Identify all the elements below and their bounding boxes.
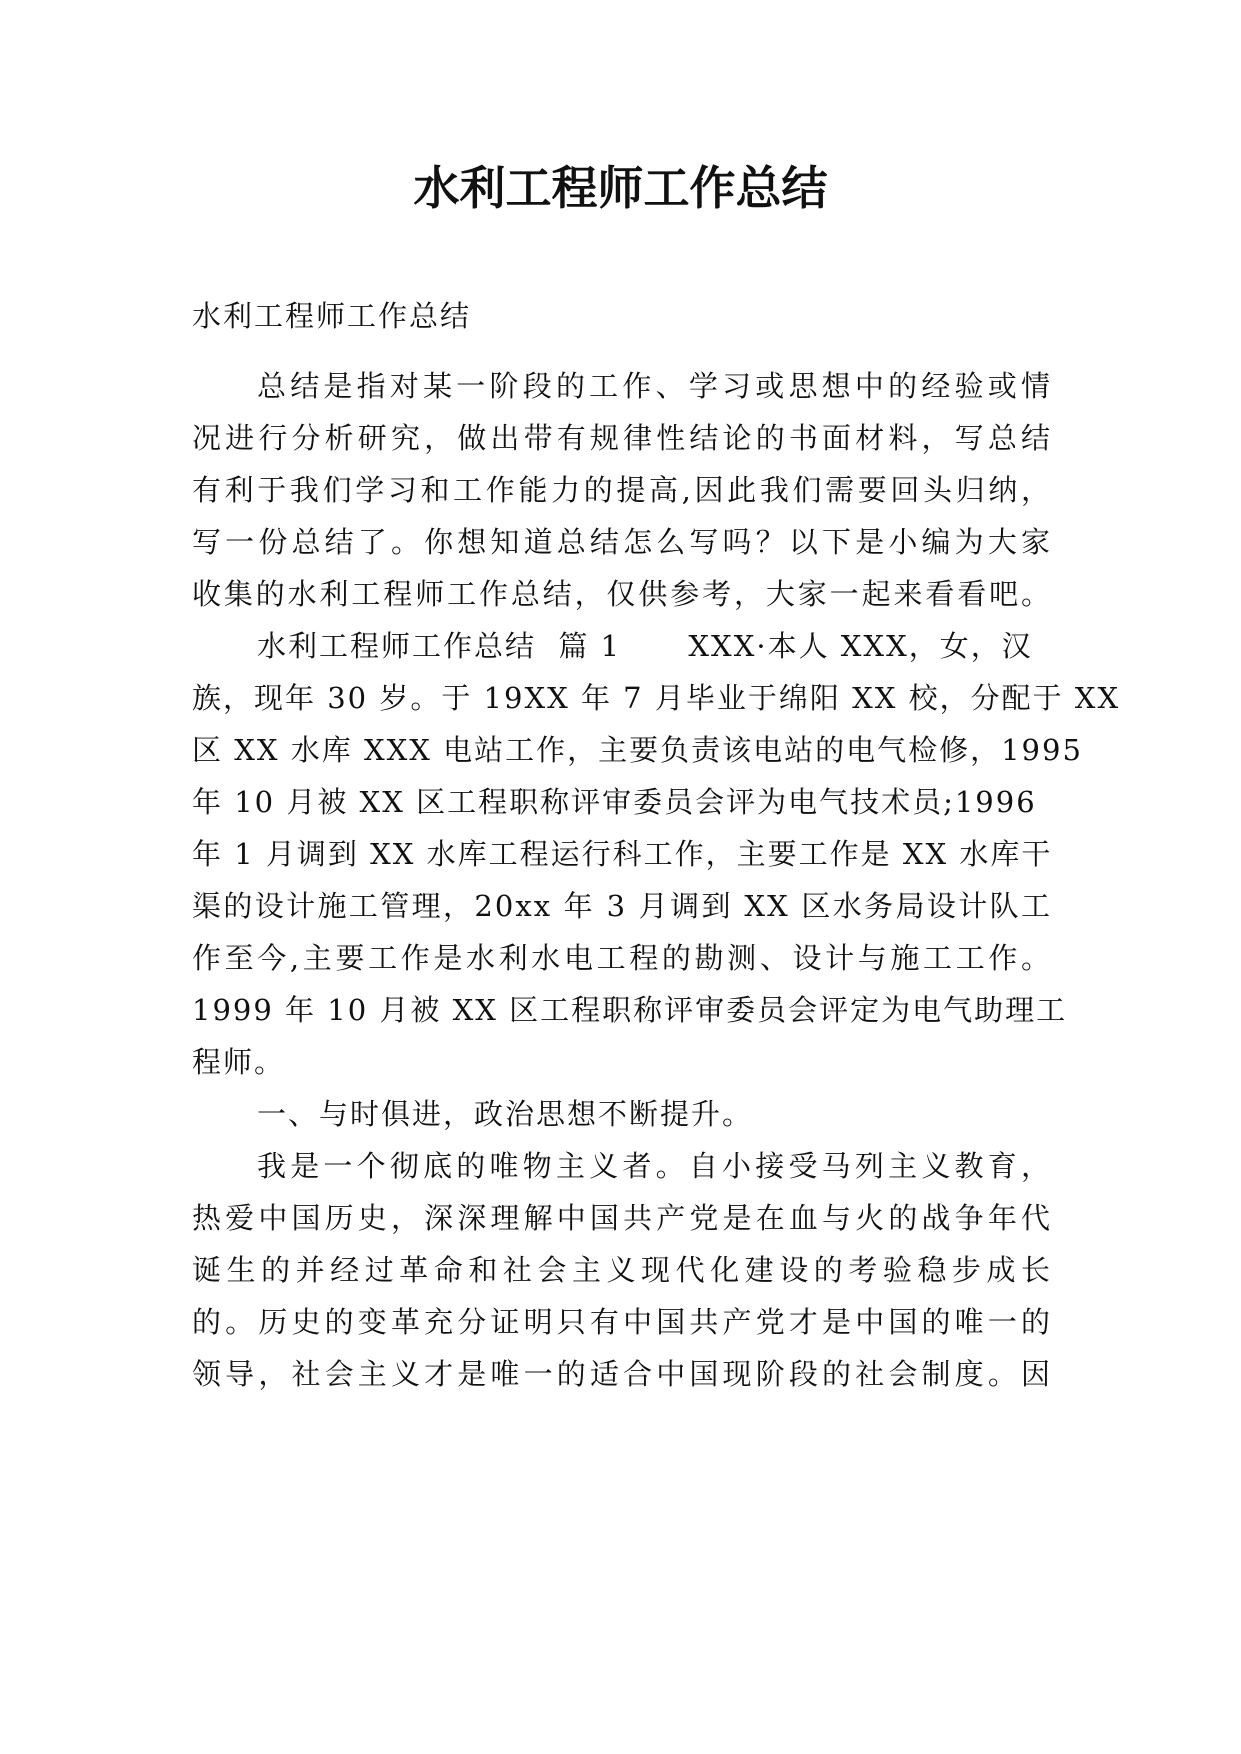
body-line: 我是一个彻底的唯物主义者。自小接受马列主义教育，: [257, 1149, 1052, 1183]
section-heading: 一、与时俱进，政治思想不断提升。: [257, 1097, 754, 1131]
body-line: 水利工程师工作总结 篇 1 XXX·本人 XXX，女，汉: [257, 629, 1033, 663]
body-line: 区 XX 水库 XXX 电站工作，主要负责该电站的电气检修，1995: [192, 733, 1083, 767]
document-subtitle: 水利工程师工作总结: [192, 299, 472, 333]
body-line: 年 1 月调到 XX 水库工程运行科工作，主要工作是 XX 水库干: [192, 837, 1053, 871]
body-line: 渠的设计施工管理，20xx 年 3 月调到 XX 区水务局设计队工: [192, 889, 1052, 923]
document-title: 水利工程师工作总结: [413, 161, 828, 215]
body-line: 总结是指对某一阶段的工作、学习或思想中的经验或情: [257, 369, 1052, 403]
body-line: 写一份总结了。你想知道总结怎么写吗？以下是小编为大家: [192, 525, 1052, 559]
body-line: 有利于我们学习和工作能力的提高,因此我们需要回头归纳，: [192, 473, 1052, 507]
body-line: 的。历史的变革充分证明只有中国共产党才是中国的唯一的: [192, 1305, 1052, 1339]
body-line: 领导，社会主义才是唯一的适合中国现阶段的社会制度。因: [192, 1357, 1052, 1391]
body-line: 收集的水利工程师工作总结，仅供参考，大家一起来看看吧。: [192, 577, 1052, 611]
body-line: 况进行分析研究，做出带有规律性结论的书面材料，写总结: [192, 421, 1052, 455]
body-line: 诞生的并经过革命和社会主义现代化建设的考验稳步成长: [192, 1253, 1052, 1287]
body-line: 热爱中国历史，深深理解中国共产党是在血与火的战争年代: [192, 1201, 1052, 1235]
body-line: 年 10 月被 XX 区工程职称评审委员会评为电气技术员;1996: [192, 785, 1037, 819]
body-line: 族，现年 30 岁。于 19XX 年 7 月毕业于绵阳 XX 校，分配于 XX: [192, 681, 1121, 715]
body-line: 作至今,主要工作是水利水电工程的勘测、设计与施工工作。: [192, 941, 1052, 975]
body-line: 程师。: [192, 1045, 286, 1079]
body-line: 1999 年 10 月被 XX 区工程职称评审委员会评定为电气助理工: [192, 993, 1068, 1027]
